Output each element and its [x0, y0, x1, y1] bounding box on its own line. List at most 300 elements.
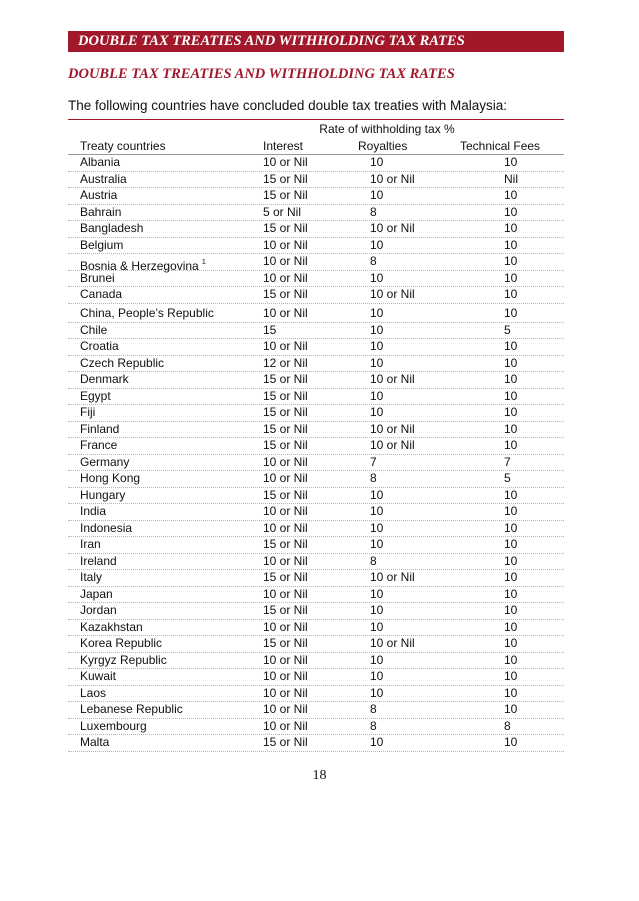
interest-cell [263, 422, 308, 438]
country-cell-text: Kazakhstan [80, 619, 143, 634]
royalties-cell-text: 10 [370, 155, 384, 169]
technical-fees-cell [504, 254, 517, 270]
technical-fees-cell-text: 10 [504, 438, 518, 452]
technical-fees-cell [504, 570, 517, 586]
table-row [68, 172, 564, 189]
running-header-banner: DOUBLE TAX TREATIES AND WITHHOLDING TAX RATES [68, 31, 564, 52]
technical-fees-cell [504, 504, 517, 520]
royalties-cell [370, 172, 415, 188]
interest-cell-text: 15 or Nil [263, 438, 308, 452]
country-cell-text: France [80, 438, 118, 452]
country-cell-text: Hong Kong [80, 471, 141, 485]
interest-cell [263, 389, 308, 405]
royalties-cell-text: 8 [370, 204, 377, 219]
table-row [68, 702, 564, 719]
royalties-cell [370, 339, 383, 355]
interest-cell [263, 570, 308, 586]
country-cell-text: Iran [80, 537, 101, 551]
technical-fees-cell [504, 372, 517, 388]
interest-cell [263, 287, 308, 303]
column-header-interest: Interest [263, 139, 304, 153]
interest-cell-text: 10 or Nil [263, 520, 308, 535]
technical-fees-cell-text: 10 [504, 619, 518, 634]
royalties-cell [370, 554, 377, 570]
country-cell [80, 636, 162, 652]
royalties-cell [370, 323, 383, 339]
interest-cell-text: 5 or Nil [263, 204, 302, 219]
royalties-cell-text: 8 [370, 471, 377, 485]
country-cell [80, 471, 140, 487]
country-cell [80, 339, 119, 355]
interest-cell-text: 10 or Nil [263, 669, 308, 683]
technical-fees-cell-text: 10 [504, 254, 518, 268]
country-cell [80, 504, 106, 520]
technical-fees-cell-text: 10 [504, 287, 518, 301]
country-cell-text: Lebanese Republic [80, 702, 183, 716]
technical-fees-cell-text: 10 [504, 421, 518, 436]
technical-fees-cell [504, 287, 517, 303]
table-row [68, 372, 564, 389]
country-cell-text: Austria [80, 188, 118, 202]
royalties-cell [370, 669, 383, 685]
technical-fees-cell-text: 10 [504, 237, 518, 252]
country-cell-text: Hungary [80, 487, 126, 502]
technical-fees-cell-text: 10 [504, 652, 518, 667]
country-cell-text: Brunei [80, 270, 115, 285]
country-cell [80, 323, 107, 339]
technical-fees-cell-text: 10 [504, 221, 518, 235]
royalties-cell-text: 8 [370, 718, 377, 733]
country-cell-text: Canada [80, 287, 123, 301]
country-cell-text: Kyrgyz Republic [80, 652, 167, 667]
country-cell-text: Korea Republic [80, 636, 163, 650]
technical-fees-cell-text: 10 [504, 355, 518, 370]
royalties-cell-text: 10 [370, 305, 384, 320]
interest-cell-text: 10 or Nil [263, 305, 308, 320]
royalties-cell-text: 10 [370, 237, 384, 252]
technical-fees-cell-text: 10 [504, 270, 518, 285]
table-row [68, 389, 564, 406]
country-cell-text: Belgium [80, 237, 124, 252]
technical-fees-cell-text: 10 [504, 155, 518, 169]
interest-cell [263, 339, 308, 355]
column-header-royalties: Royalties [358, 139, 408, 153]
table-row [68, 521, 564, 538]
technical-fees-cell-text: 10 [504, 405, 518, 419]
technical-fees-cell [504, 356, 517, 372]
technical-fees-cell-text: 10 [504, 603, 518, 617]
royalties-cell [370, 636, 415, 652]
table-row [68, 719, 564, 736]
royalties-cell-text: 10 [370, 504, 384, 518]
technical-fees-cell-text: 10 [504, 537, 518, 551]
royalties-cell [370, 653, 383, 669]
table-row [68, 287, 564, 304]
country-cell [80, 238, 123, 254]
table-row [68, 205, 564, 222]
interest-cell-text: 15 or Nil [263, 188, 308, 202]
technical-fees-cell-text: 7 [504, 454, 511, 469]
country-cell [80, 455, 129, 471]
interest-cell [263, 735, 308, 751]
technical-fees-cell [504, 438, 517, 454]
interest-cell [263, 471, 308, 487]
country-cell [80, 554, 117, 570]
country-cell [80, 188, 117, 204]
royalties-cell [370, 438, 415, 454]
country-cell-text: Kuwait [80, 669, 117, 683]
technical-fees-cell [504, 686, 517, 702]
table-row [68, 356, 564, 373]
country-cell [80, 172, 127, 188]
country-cell-text: Albania [80, 155, 121, 169]
interest-cell [263, 405, 308, 421]
table-row [68, 254, 564, 271]
royalties-cell [370, 603, 383, 619]
country-cell-text: Czech Republic [80, 355, 165, 370]
royalties-cell-text: 10 [370, 487, 384, 502]
rate-group-header: Rate of withholding tax % [319, 122, 455, 136]
interest-cell-text: 10 or Nil [263, 619, 308, 634]
royalties-cell [370, 455, 377, 471]
interest-cell-text: 15 or Nil [263, 537, 308, 551]
royalties-cell-text: 10 [370, 685, 384, 700]
royalties-cell [370, 471, 377, 487]
interest-cell-text: 15 or Nil [263, 221, 308, 235]
technical-fees-cell [504, 422, 517, 438]
interest-cell-text: 15 or Nil [263, 421, 308, 436]
section-heading: DOUBLE TAX TREATIES AND WITHHOLDING TAX RATES [68, 66, 455, 82]
technical-fees-cell-text: 10 [504, 570, 518, 584]
technical-fees-cell [504, 636, 517, 652]
interest-cell-text: 15 or Nil [263, 570, 308, 584]
interest-cell [263, 702, 308, 718]
table-row [68, 669, 564, 686]
table-row [68, 735, 564, 752]
royalties-cell [370, 488, 383, 504]
royalties-cell [370, 587, 383, 603]
country-cell-text: Indonesia [80, 520, 133, 535]
table-row [68, 422, 564, 439]
technical-fees-cell-text: 10 [504, 669, 518, 683]
interest-cell [263, 438, 308, 454]
technical-fees-cell [504, 205, 517, 221]
technical-fees-cell [504, 669, 517, 685]
interest-cell [263, 719, 308, 735]
royalties-cell [370, 304, 383, 322]
country-cell [80, 205, 121, 221]
royalties-cell-text: 10 [370, 339, 384, 353]
interest-cell [263, 455, 308, 471]
technical-fees-cell [504, 238, 517, 254]
table-row [68, 636, 564, 653]
table-top-rule [68, 119, 564, 120]
royalties-cell [370, 221, 415, 237]
footnote-marker: 1 [201, 257, 206, 266]
technical-fees-cell-text: 10 [504, 586, 518, 601]
country-cell [80, 389, 111, 405]
interest-cell [263, 603, 308, 619]
technical-fees-cell-text: 5 [504, 322, 511, 337]
technical-fees-cell [504, 603, 517, 619]
technical-fees-cell [504, 221, 517, 237]
country-cell [80, 686, 106, 702]
royalties-cell-text: 10 [370, 355, 384, 370]
technical-fees-cell [504, 653, 517, 669]
technical-fees-cell [504, 188, 517, 204]
interest-cell-text: 10 or Nil [263, 652, 308, 667]
technical-fees-cell-text: 8 [504, 718, 511, 733]
technical-fees-cell-text: 10 [504, 487, 518, 502]
royalties-cell-text: 10 [370, 537, 384, 551]
interest-cell [263, 188, 308, 204]
technical-fees-cell-text: 10 [504, 388, 518, 403]
royalties-cell [370, 372, 415, 388]
technical-fees-cell [504, 172, 518, 188]
technical-fees-cell [504, 537, 517, 553]
table-row [68, 221, 564, 238]
table-row [68, 570, 564, 587]
country-cell [80, 735, 109, 751]
table-row [68, 554, 564, 571]
country-cell [80, 438, 117, 454]
royalties-cell-text: 10 [370, 669, 384, 683]
interest-cell-text: 10 or Nil [263, 718, 308, 733]
page-number: 18 [312, 768, 327, 783]
table-row [68, 271, 564, 288]
royalties-cell-text: 10 or Nil [370, 570, 415, 584]
intro-paragraph: The following countries have concluded double tax treaties with Malaysia: [68, 98, 507, 113]
royalties-cell-text: 10 [370, 388, 384, 403]
country-cell [80, 304, 214, 322]
country-cell [80, 221, 143, 237]
country-cell-text: Germany [80, 454, 130, 469]
technical-fees-cell-text: Nil [504, 171, 518, 186]
royalties-cell [370, 570, 415, 586]
interest-cell [263, 653, 308, 669]
interest-cell-text: 10 or Nil [263, 254, 308, 268]
table-row [68, 339, 564, 356]
royalties-cell-text: 10 or Nil [370, 372, 415, 386]
royalties-cell-text: 10 [370, 520, 384, 535]
interest-cell [263, 521, 308, 537]
table-row [68, 323, 564, 340]
table-row [68, 438, 564, 455]
royalties-cell-text: 10 [370, 619, 384, 634]
royalties-cell-text: 10 [370, 652, 384, 667]
technical-fees-cell [504, 702, 517, 718]
country-cell [80, 587, 113, 603]
table-row [68, 471, 564, 488]
interest-cell [263, 636, 308, 652]
royalties-cell [370, 686, 383, 702]
interest-cell-text: 15 or Nil [263, 171, 308, 186]
country-cell-text: Chile [80, 322, 108, 337]
royalties-cell-text: 8 [370, 254, 377, 268]
technical-fees-cell-text: 10 [504, 188, 518, 202]
technical-fees-cell [504, 271, 517, 287]
royalties-cell-text: 10 or Nil [370, 287, 415, 301]
technical-fees-cell [504, 587, 517, 603]
royalties-cell-text: 10 [370, 405, 384, 419]
royalties-cell-text: 10 or Nil [370, 221, 415, 235]
technical-fees-cell-text: 10 [504, 504, 518, 518]
technical-fees-cell [504, 488, 517, 504]
country-cell-text: Japan [80, 586, 113, 601]
country-cell-text: Bangladesh [80, 221, 144, 235]
royalties-cell-text: 8 [370, 702, 377, 716]
interest-cell [263, 271, 308, 287]
interest-cell-text: 15 [263, 322, 277, 337]
royalties-cell [370, 620, 383, 636]
technical-fees-cell [504, 471, 511, 487]
interest-cell [263, 620, 308, 636]
country-cell [80, 653, 167, 669]
table-row [68, 603, 564, 620]
interest-cell [263, 554, 308, 570]
royalties-cell [370, 205, 377, 221]
country-cell [80, 521, 132, 537]
technical-fees-cell [504, 405, 517, 421]
technical-fees-cell [504, 455, 511, 471]
interest-cell-text: 10 or Nil [263, 454, 308, 469]
interest-cell [263, 356, 308, 372]
interest-cell-text: 15 or Nil [263, 636, 308, 650]
royalties-cell [370, 155, 383, 171]
table-row [68, 405, 564, 422]
royalties-cell [370, 254, 377, 270]
table-row [68, 653, 564, 670]
country-cell-text: Bosnia & Herzegovina [80, 259, 199, 273]
technical-fees-cell [504, 719, 511, 735]
interest-cell-text: 10 or Nil [263, 685, 308, 700]
royalties-cell-text: 10 [370, 322, 384, 337]
technical-fees-cell-text: 10 [504, 636, 518, 650]
interest-cell-text: 10 or Nil [263, 270, 308, 285]
table-row [68, 620, 564, 637]
country-cell [80, 488, 125, 504]
royalties-cell [370, 188, 383, 204]
interest-cell [263, 304, 308, 322]
technical-fees-cell-text: 10 [504, 685, 518, 700]
royalties-cell [370, 504, 383, 520]
country-cell [80, 537, 101, 553]
interest-cell [263, 669, 308, 685]
royalties-cell [370, 389, 383, 405]
royalties-cell [370, 521, 383, 537]
interest-cell [263, 238, 308, 254]
interest-cell-text: 15 or Nil [263, 603, 308, 617]
country-cell-text: Laos [80, 685, 107, 700]
country-cell [80, 356, 164, 372]
royalties-cell-text: 10 or Nil [370, 438, 415, 452]
country-cell [80, 405, 95, 421]
table-header-row [68, 139, 564, 155]
technical-fees-cell-text: 10 [504, 735, 518, 749]
country-cell-text: Australia [80, 171, 127, 186]
country-cell-text: Italy [80, 570, 103, 584]
royalties-cell [370, 422, 415, 438]
interest-cell-text: 12 or Nil [263, 355, 308, 370]
interest-cell [263, 686, 308, 702]
table-row [68, 488, 564, 505]
royalties-cell [370, 537, 383, 553]
country-cell [80, 603, 117, 619]
interest-cell-text: 10 or Nil [263, 586, 308, 601]
royalties-cell [370, 356, 383, 372]
technical-fees-cell-text: 10 [504, 339, 518, 353]
table-row [68, 455, 564, 472]
technical-fees-cell [504, 554, 517, 570]
technical-fees-cell [504, 620, 517, 636]
country-cell [80, 372, 129, 388]
interest-cell-text: 10 or Nil [263, 339, 308, 353]
interest-cell [263, 221, 308, 237]
country-cell-text: Luxembourg [80, 718, 147, 733]
country-cell-text: Finland [80, 421, 120, 436]
interest-cell [263, 504, 308, 520]
table-row [68, 304, 564, 323]
royalties-cell-text: 10 [370, 188, 384, 202]
royalties-cell [370, 238, 383, 254]
country-cell [80, 422, 119, 438]
interest-cell-text: 10 or Nil [263, 702, 308, 716]
country-cell [80, 287, 122, 303]
royalties-cell [370, 735, 383, 751]
interest-cell [263, 155, 308, 171]
interest-cell [263, 172, 308, 188]
table-row [68, 238, 564, 255]
royalties-cell [370, 719, 377, 735]
technical-fees-cell-text: 10 [504, 553, 518, 568]
interest-cell-text: 10 or Nil [263, 471, 308, 485]
technical-fees-cell-text: 10 [504, 204, 518, 219]
country-cell-text: Ireland [80, 553, 117, 568]
country-cell [80, 669, 116, 685]
technical-fees-cell [504, 339, 517, 355]
royalties-cell-text: 10 [370, 603, 384, 617]
country-cell-text: Fiji [80, 405, 96, 419]
royalties-cell [370, 271, 383, 287]
table-row [68, 587, 564, 604]
technical-fees-cell [504, 735, 517, 751]
interest-cell [263, 323, 276, 339]
country-cell-text: Jordan [80, 603, 117, 617]
technical-fees-cell-text: 5 [504, 471, 511, 485]
technical-fees-cell-text: 10 [504, 372, 518, 386]
technical-fees-cell [504, 304, 517, 322]
country-cell-text: Bahrain [80, 204, 122, 219]
country-cell-text: Croatia [80, 339, 119, 353]
royalties-cell [370, 702, 377, 718]
interest-cell-text: 15 or Nil [263, 487, 308, 502]
interest-cell [263, 587, 308, 603]
technical-fees-cell [504, 323, 511, 339]
country-cell-text: Malta [80, 735, 110, 749]
interest-cell [263, 372, 308, 388]
table-row [68, 504, 564, 521]
country-cell [80, 271, 115, 287]
technical-fees-cell-text: 10 [504, 520, 518, 535]
interest-cell-text: 15 or Nil [263, 372, 308, 386]
table-row [68, 537, 564, 554]
interest-cell [263, 537, 308, 553]
royalties-cell-text: 10 [370, 586, 384, 601]
technical-fees-cell [504, 155, 517, 171]
table-row [68, 155, 564, 172]
interest-cell-text: 15 or Nil [263, 388, 308, 403]
royalties-cell-text: 10 [370, 735, 384, 749]
